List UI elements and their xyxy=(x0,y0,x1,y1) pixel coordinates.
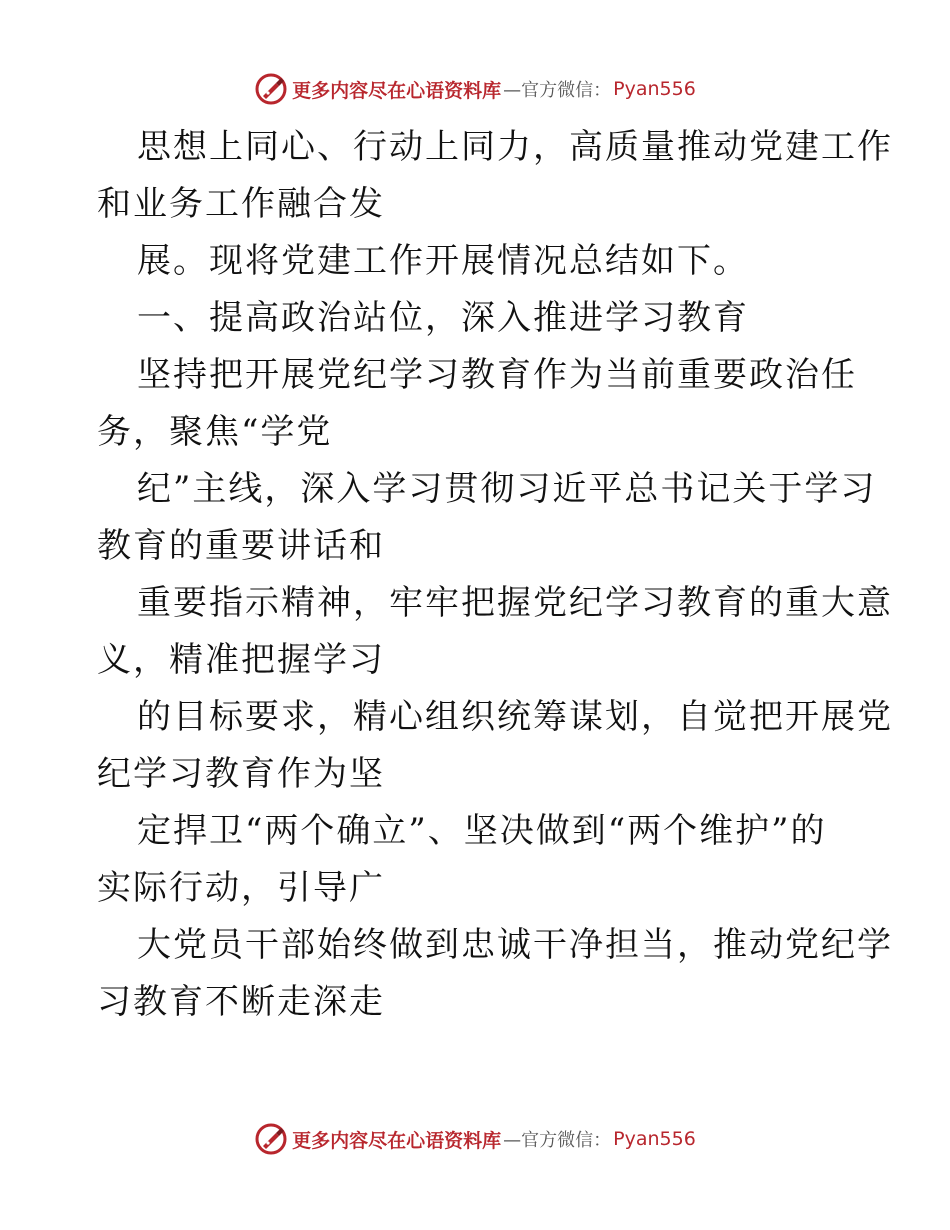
paragraph-line: 大党员干部始终做到忠诚干净担当，推动党纪学 xyxy=(137,925,893,965)
paragraph-line: 习教育不断走深走 xyxy=(97,982,385,1022)
header-wechat-label: —官方微信： xyxy=(503,80,612,101)
paragraph-line: 和业务工作融合发 xyxy=(97,184,385,224)
footer-watermark-banner xyxy=(0,1122,950,1156)
header-brand-text: 更多内容尽在心语资料库 xyxy=(292,79,502,102)
header-wechat-id: Pyan556 xyxy=(613,78,696,100)
header-watermark-banner xyxy=(0,72,950,106)
pen-nib-logo-icon xyxy=(254,72,288,106)
paragraph-line: 务，聚焦“学党 xyxy=(97,412,333,452)
paragraph-line: 纪”主线，深入学习贯彻习近平总书记关于学习 xyxy=(137,469,877,509)
paragraph-line: 重要指示精神，牢牢把握党纪学习教育的重大意 xyxy=(137,583,893,623)
footer-wechat-id: Pyan556 xyxy=(613,1128,696,1150)
paragraph-line: 义，精准把握学习 xyxy=(97,640,385,680)
paragraph-line: 实际行动，引导广 xyxy=(97,868,385,908)
paragraph-line: 的目标要求，精心组织统筹谋划，自觉把开展党 xyxy=(137,697,893,737)
footer-brand-text: 更多内容尽在心语资料库 xyxy=(292,1129,502,1152)
footer-wechat-label: —官方微信： xyxy=(503,1130,612,1151)
paragraph-line: 思想上同心、行动上同力，高质量推动党建工作 xyxy=(137,127,893,167)
document-body xyxy=(97,119,893,1031)
pen-nib-logo-icon xyxy=(254,1122,288,1156)
section-heading: 一、提高政治站位，深入推进学习教育 xyxy=(137,298,749,338)
paragraph-line: 纪学习教育作为坚 xyxy=(97,754,385,794)
paragraph-line: 坚持把开展党纪学习教育作为当前重要政治任 xyxy=(137,355,857,395)
paragraph-line: 定捍卫“两个确立”、坚决做到“两个维护”的 xyxy=(137,811,827,851)
paragraph-line: 展。现将党建工作开展情况总结如下。 xyxy=(137,241,749,281)
paragraph-line: 教育的重要讲话和 xyxy=(97,526,385,566)
